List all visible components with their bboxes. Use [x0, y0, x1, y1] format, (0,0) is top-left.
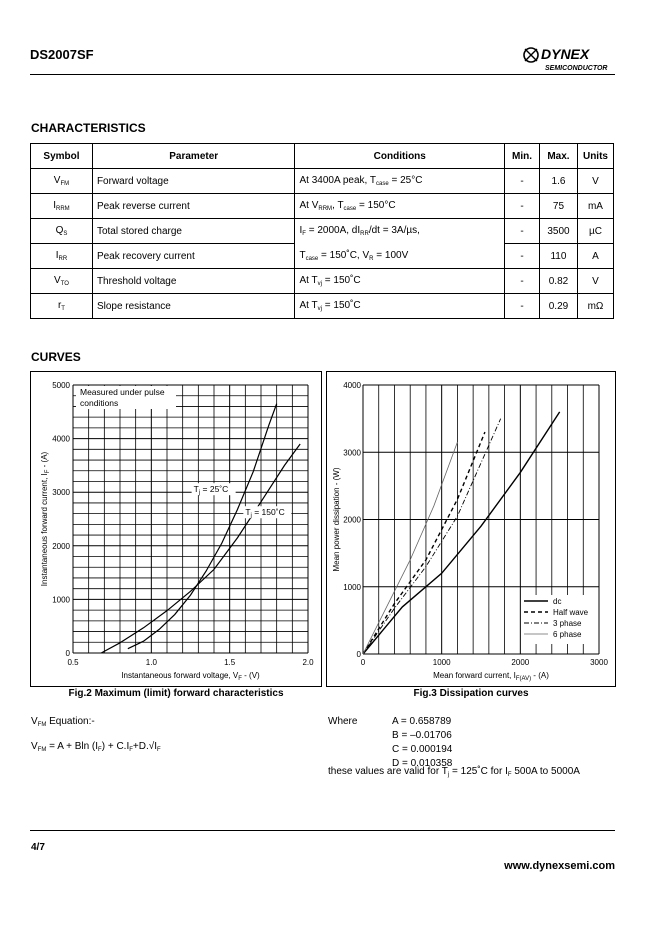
coef-c: C = 0.000194 — [392, 744, 453, 755]
symbol-cell: $I_{RR}$ — [31, 244, 93, 269]
y-tick-label: 3000 — [52, 488, 70, 498]
characteristics-table — [30, 143, 614, 319]
unit-cell: V — [577, 169, 613, 194]
brand-name: DYNEX — [541, 46, 590, 62]
x-tick-label: 1.0 — [145, 658, 157, 667]
col-header: Conditions — [295, 144, 505, 169]
dynex-logo-mark-icon — [524, 48, 538, 62]
equation-label: $V_{FM}$ Equation:- — [31, 716, 95, 728]
col-header: Min. — [505, 144, 540, 169]
min-cell: - — [505, 194, 540, 219]
legend-label: dc — [553, 597, 562, 606]
coef-d: D = 0.010358 — [392, 758, 453, 769]
header-rule — [30, 74, 615, 75]
max-cell: 3500 — [539, 219, 577, 244]
parameter-cell: Slope resistance — [92, 294, 295, 319]
min-cell: - — [505, 269, 540, 294]
table-row — [31, 294, 614, 319]
fig3-panel — [326, 371, 616, 687]
parameter-cell: Forward voltage — [92, 169, 295, 194]
conditions-cell: At $T_{vj}$ = 150˚C — [295, 269, 505, 294]
dynex-logo — [521, 44, 617, 74]
annotation-text: conditions — [80, 398, 119, 408]
fig3-caption: Fig.3 Dissipation curves — [413, 688, 529, 699]
col-header: Units — [577, 144, 613, 169]
where-label: Where — [328, 716, 358, 727]
max-cell: 0.82 — [539, 269, 577, 294]
series-line-tj25 — [128, 404, 277, 649]
x-tick-label: 0 — [360, 658, 366, 667]
unit-cell: mA — [577, 194, 613, 219]
min-cell: - — [505, 244, 540, 269]
unit-cell: V — [577, 269, 613, 294]
unit-cell: mΩ — [577, 294, 613, 319]
unit-cell: A — [577, 244, 613, 269]
website: www.dynexsemi.com — [504, 860, 615, 872]
series-label: $T_j$ = 150˚C — [245, 507, 285, 520]
table-row — [31, 244, 614, 269]
parameter-cell: Threshold voltage — [92, 269, 295, 294]
conditions-cell: $T_{case}$ = 150˚C, $V_R = 100V$ — [295, 244, 505, 269]
x-tick-label: 1000 — [432, 658, 451, 667]
table-row — [31, 194, 614, 219]
y-tick-label: 0 — [65, 649, 70, 658]
symbol-cell: $V_{TO}$ — [31, 269, 93, 294]
table-row — [31, 269, 614, 294]
coef-b: B = –0.01706 — [392, 730, 452, 741]
min-cell: - — [505, 294, 540, 319]
min-cell: - — [505, 169, 540, 194]
fig2-panel — [30, 371, 322, 687]
conditions-cell: At $V_{RRM}$, $T_{case} = 150^\circ C$ — [295, 194, 505, 219]
x-tick-label: 0.5 — [67, 658, 79, 667]
curves-heading: CURVES — [31, 350, 81, 364]
fig3-chart — [327, 372, 615, 686]
max-cell: 110 — [539, 244, 577, 269]
y-axis-label: Mean power dissipation - (W) — [332, 467, 341, 572]
y-tick-label: 1000 — [52, 595, 70, 605]
parameter-cell: Peak reverse current — [92, 194, 295, 219]
conditions-cell: At $T_{vj}$ = 150˚C — [295, 294, 505, 319]
unit-cell: µC — [577, 219, 613, 244]
series-label: $T_j$ = 25˚C — [193, 484, 229, 497]
y-tick-label: 4000 — [343, 381, 361, 390]
y-tick-label: 0 — [356, 650, 361, 659]
symbol-cell: $Q_S$ — [31, 219, 93, 244]
footer-rule — [30, 830, 615, 831]
page-number: 4/7 — [31, 842, 45, 853]
parameter-cell: Total stored charge — [92, 219, 295, 244]
table-header-row — [31, 144, 614, 169]
max-cell: 0.29 — [539, 294, 577, 319]
document-id: DS2007SF — [30, 47, 94, 62]
annotation-text: Measured under pulse — [80, 387, 165, 397]
y-tick-label: 1000 — [343, 582, 361, 592]
symbol-cell: $V_{FM}$ — [31, 169, 93, 194]
max-cell: 1.6 — [539, 169, 577, 194]
series-line-3-phase — [363, 419, 501, 654]
coef-a: A = 0.658789 — [392, 716, 452, 727]
y-tick-label: 5000 — [52, 381, 70, 390]
y-tick-label: 2000 — [343, 515, 361, 525]
legend-label: 6 phase — [553, 630, 582, 639]
conditions-cell: $I_F = 2000A$, $dI_{RR}/dt = 3A/\mu s$, — [295, 219, 505, 244]
x-tick-label: 2.0 — [302, 658, 314, 667]
series-line-tj150 — [101, 444, 300, 653]
x-tick-label: 3000 — [590, 658, 608, 667]
legend-label: 3 phase — [553, 619, 582, 628]
characteristics-heading: CHARACTERISTICS — [31, 121, 146, 135]
symbol-cell: $I_{RRM}$ — [31, 194, 93, 219]
table-row — [31, 219, 614, 244]
fig2-chart — [31, 372, 321, 686]
col-header: Max. — [539, 144, 577, 169]
x-axis-label: Mean forward current, $I_{F(AV)} - (A)$ — [433, 671, 549, 682]
y-tick-label: 4000 — [52, 434, 70, 444]
min-cell: - — [505, 219, 540, 244]
symbol-cell: $r_T$ — [31, 294, 93, 319]
y-axis-label: Instantaneous forward current, $I_F - (A)$ — [40, 451, 51, 587]
parameter-cell: Peak recovery current — [92, 244, 295, 269]
x-axis-label: Instantaneous forward voltage, $V_F - (V)$ — [121, 671, 260, 682]
fig2-caption: Fig.2 Maximum (limit) forward characteristics — [68, 688, 284, 699]
x-tick-label: 2000 — [511, 658, 530, 667]
x-tick-label: 1.5 — [224, 658, 236, 667]
table-row — [31, 169, 614, 194]
legend-label: Half wave — [553, 608, 589, 617]
validity-note: these values are valid for $T_j$ = 125˚C for $I_F$ 500A to 5000A — [328, 766, 580, 778]
brand-sub: SEMICONDUCTOR — [545, 65, 608, 72]
equation: $V_{FM} = A + Bln$ $(I_F) + C.I_F+D.√I_F$ — [31, 741, 161, 753]
max-cell: 75 — [539, 194, 577, 219]
y-tick-label: 3000 — [343, 448, 361, 458]
y-tick-label: 2000 — [52, 541, 70, 551]
col-header: Symbol — [31, 144, 93, 169]
conditions-cell: At 3400A peak, $T_{case} = 25^\circ C$ — [295, 169, 505, 194]
col-header: Parameter — [92, 144, 295, 169]
